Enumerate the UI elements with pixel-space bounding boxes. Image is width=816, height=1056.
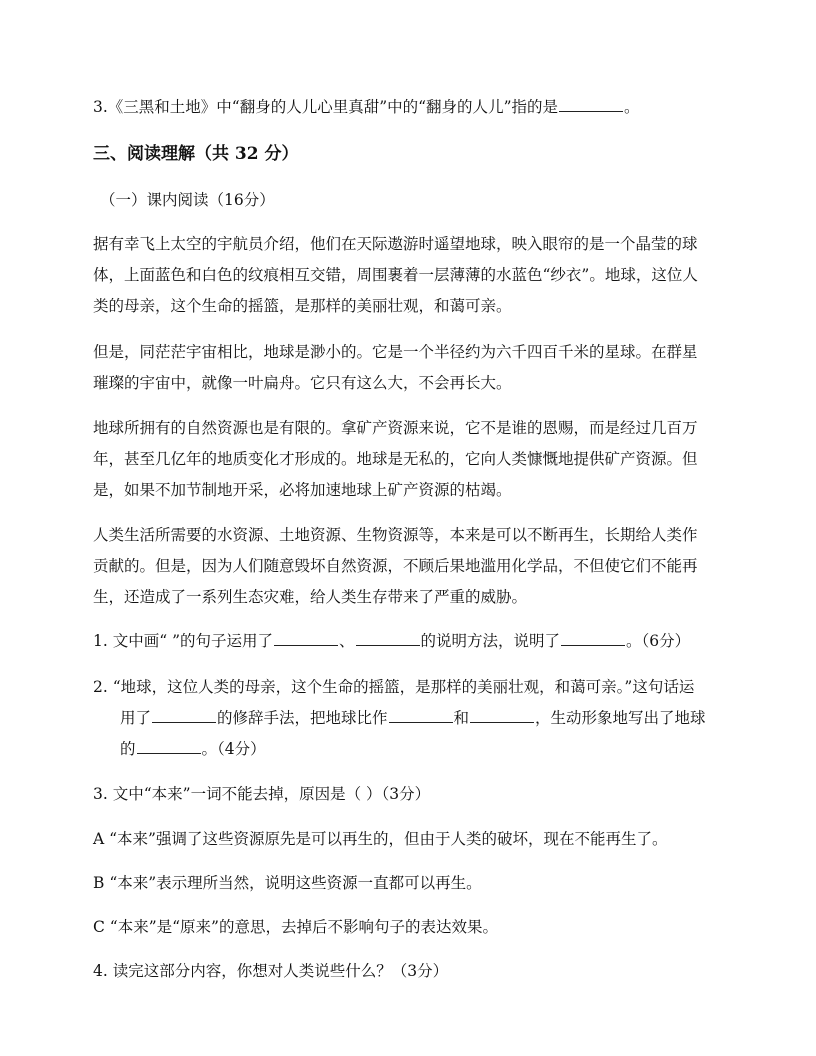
question-4: 4. 读完这部分内容，你想对人类说些什么？（3分） <box>93 962 449 980</box>
passage-line: 璀璨的宇宙中，就像一叶扁舟。它只有这么大，不会再长大。 <box>93 374 512 392</box>
answer-blank[interactable] <box>559 97 623 112</box>
option-b[interactable]: B “本来”表示理所当然，说明这些资源一直都可以再生。 <box>93 874 482 892</box>
passage-line: 据有幸飞上太空的宇航员介绍，他们在天际遨游时遥望地球，映入眼帘的是一个晶莹的球 <box>93 235 698 253</box>
answer-blank[interactable] <box>561 631 625 646</box>
answer-blank[interactable] <box>356 631 420 646</box>
passage-line: 贡献的。但是，因为人们随意毁坏自然资源，不顾后果地滥用化学品，不但使它们不能再 <box>93 557 698 575</box>
passage-line: 体，上面蓝色和白色的纹痕相互交错，周围裹着一层薄薄的水蓝色“纱衣”。地球，这位人 <box>93 266 698 284</box>
subsection-title: （一）课内阅读（16分） <box>100 191 275 209</box>
question-1 <box>93 631 690 651</box>
passage-line: 地球所拥有的自然资源也是有限的。拿矿产资源来说，它不是谁的恩赐，而是经过几百万 <box>93 419 698 437</box>
question-text: 的说明方法，说明了 <box>420 632 561 650</box>
question-text: 的 <box>120 740 136 758</box>
passage-line: 年，甚至几亿年的地质变化才形成的。地球是无私的，它向人类慷慨地提供矿产资源。但 <box>93 450 698 468</box>
passage-line: 生，还造成了一系列生态灾难，给人类生存带来了严重的威胁。 <box>93 588 528 606</box>
question-3: 3. 文中“本来”一词不能去掉，原因是（ ）（3分） <box>93 785 431 803</box>
question-end: 。 <box>624 98 640 116</box>
question-2-line2 <box>120 708 706 728</box>
question-text: ，生动形象地写出了地球 <box>535 709 706 727</box>
question-text: 。（4分） <box>201 740 266 758</box>
answer-blank[interactable] <box>470 708 534 723</box>
answer-blank[interactable] <box>137 739 201 754</box>
answer-blank[interactable] <box>274 631 338 646</box>
question-text: 3.《三黑和土地》中“翻身的人儿心里真甜”中的“翻身的人儿”指的是 <box>93 98 558 116</box>
option-a[interactable]: A “本来”强调了这些资源原先是可以再生的，但由于人类的破坏，现在不能再生了。 <box>93 830 668 848</box>
answer-blank[interactable] <box>389 708 453 723</box>
passage-line: 类的母亲，这个生命的摇篮，是那样的美丽壮观，和蔼可亲。 <box>93 297 512 315</box>
passage-line: 人类生活所需要的水资源、土地资源、生物资源等，本来是可以不断再生，长期给人类作 <box>93 526 698 544</box>
question-text: 。（6分） <box>626 632 691 650</box>
question-2-line3 <box>120 739 266 759</box>
section-title: 三、阅读理解（共 32 分） <box>93 144 299 164</box>
answer-blank[interactable] <box>152 708 216 723</box>
question-text: 用了 <box>120 709 152 727</box>
passage-line: 但是，同茫茫宇宙相比，地球是渺小的。它是一个半径约为六千四百千米的星球。在群星 <box>93 343 698 361</box>
question-2: 2. “地球，这位人类的母亲，这个生命的摇篮，是那样的美丽壮观，和蔼可亲。”这句话运 <box>93 678 695 696</box>
question-text: 、 <box>339 632 355 650</box>
prev-question-3 <box>93 97 640 117</box>
passage-line: 是，如果不加节制地开采，必将加速地球上矿产资源的枯竭。 <box>93 481 512 499</box>
question-text: 1. 文中画“ ”的句子运用了 <box>93 632 273 650</box>
option-c[interactable]: C “本来”是“原来”的意思，去掉后不影响句子的表达效果。 <box>93 918 498 936</box>
question-text: 的修辞手法，把地球比作 <box>217 709 388 727</box>
question-text: 和 <box>453 709 470 727</box>
